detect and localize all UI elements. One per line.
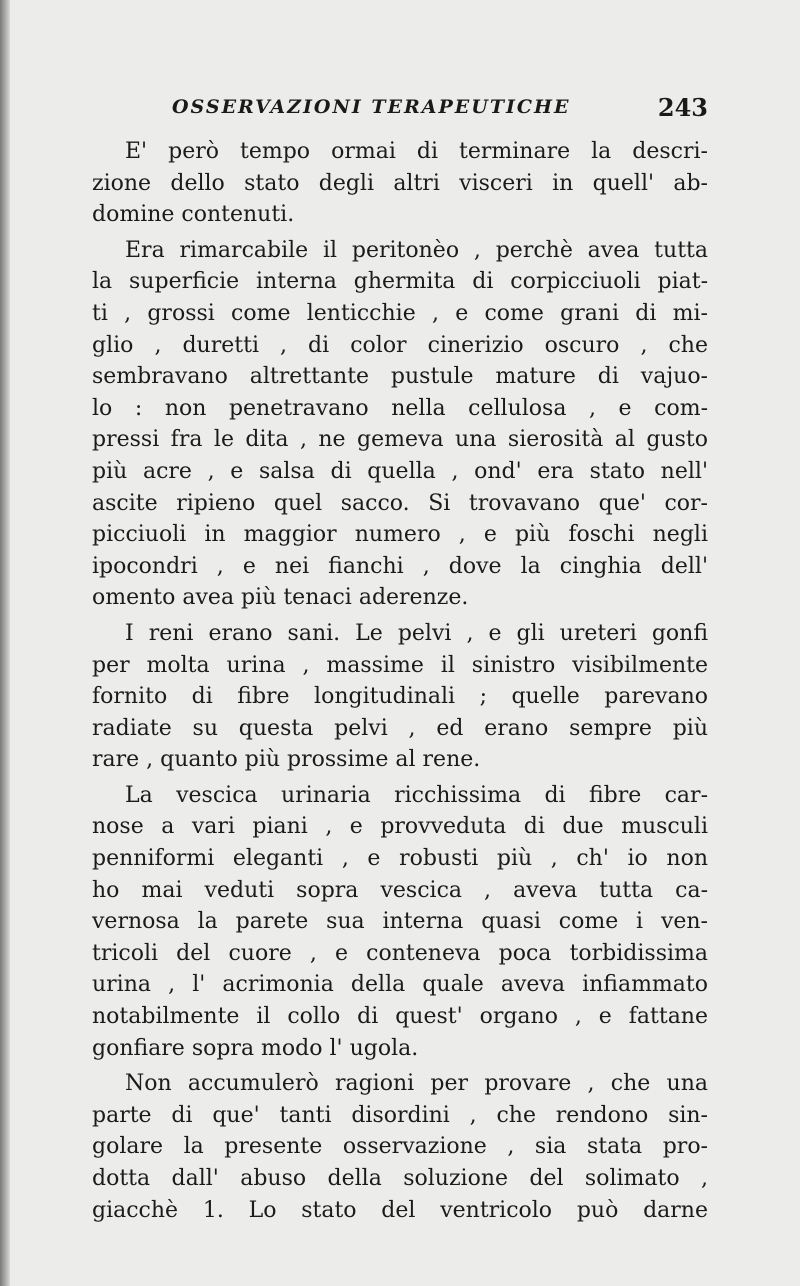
text-line: giacchè 1. Lo stato del ventricolo può darne [92,1197,708,1223]
text-line: La vescica urinaria ricchissima di fibre car- [125,782,708,808]
text-line: ho mai veduti sopra vescica , aveva tutta ca- [92,877,708,903]
text-line: la superficie interna ghermita di corpicciuoli piat- [92,269,708,295]
text-line: ti , grossi come lenticchie , e come grani di mi- [92,300,708,326]
running-head-title: OSSERVAZIONI TERAPEUTICHE [172,96,571,118]
body-text [92,136,708,1226]
text-line: parte di que' tanti disordini , che rendono sin- [92,1102,708,1128]
running-head [172,93,708,132]
text-line: Era rimarcabile il peritonèo , perchè avea tutta [125,237,708,263]
text-line: penniformi eleganti , e robusti più , ch' io non [92,846,708,872]
text-line: picciuoli in maggior numero , e più foschi negli [92,522,708,548]
text-line: rare , quanto più prossime al rene. [92,747,481,773]
text-line: gonfiare sopra modo l' ugola. [92,1035,419,1061]
text-line: I reni erano sani. Le pelvi , e gli ureteri gonfi [125,620,708,646]
text-line: lo : non penetravano nella cellulosa , e com- [92,395,708,421]
text-line: ascite ripieno quel sacco. Si trovavano que' cor- [92,490,708,516]
text-line: vernosa la parete sua interna quasi come i ven- [92,909,708,935]
text-line: pressi fra le dita , ne gemeva una sierosità al gusto [92,427,708,453]
text-line: domine contenuti. [92,202,295,228]
text-line: fornito di fibre longitudinali ; quelle parevano [92,684,708,710]
text-line: dotta dall' abuso della soluzione del solimato , [92,1166,708,1191]
text-line: per molta urina , massime il sinistro visibilmente [92,652,708,678]
text-line: ipocondri , e nei fianchi , dove la cinghia dell' [92,553,708,579]
text-line: radiate su questa pelvi , ed erano sempre più [92,715,708,741]
text-line: Non accumulerò ragioni per provare , che una [125,1071,708,1097]
text-line: glio , duretti , di color cinerizio oscuro , che [92,332,708,358]
text-line: tricoli del cuore , e conteneva poca torbidissima [92,940,708,966]
text-line: urina , l' acrimonia della quale aveva infiammato [92,972,708,998]
text-line: nose a vari piani , e provveduta di due musculi [92,814,708,840]
page-gutter-shadow [0,0,10,1286]
text-line: sembravano altrettante pustule mature di vajuo- [92,364,708,390]
text-line: zione dello stato degli altri visceri in quell' ab- [92,170,708,196]
text-line: più acre , e salsa di quella , ond' era stato nell' [92,458,708,484]
text-line: omento avea più tenaci aderenze. [92,585,469,611]
text-line: golare la presente osservazione , sia stata pro- [92,1134,708,1160]
text-line: E' però tempo ormai di terminare la descri- [125,139,708,164]
text-line: notabilmente il collo di quest' organo , e fattane [92,1004,708,1030]
page-number: 243 [657,93,708,122]
